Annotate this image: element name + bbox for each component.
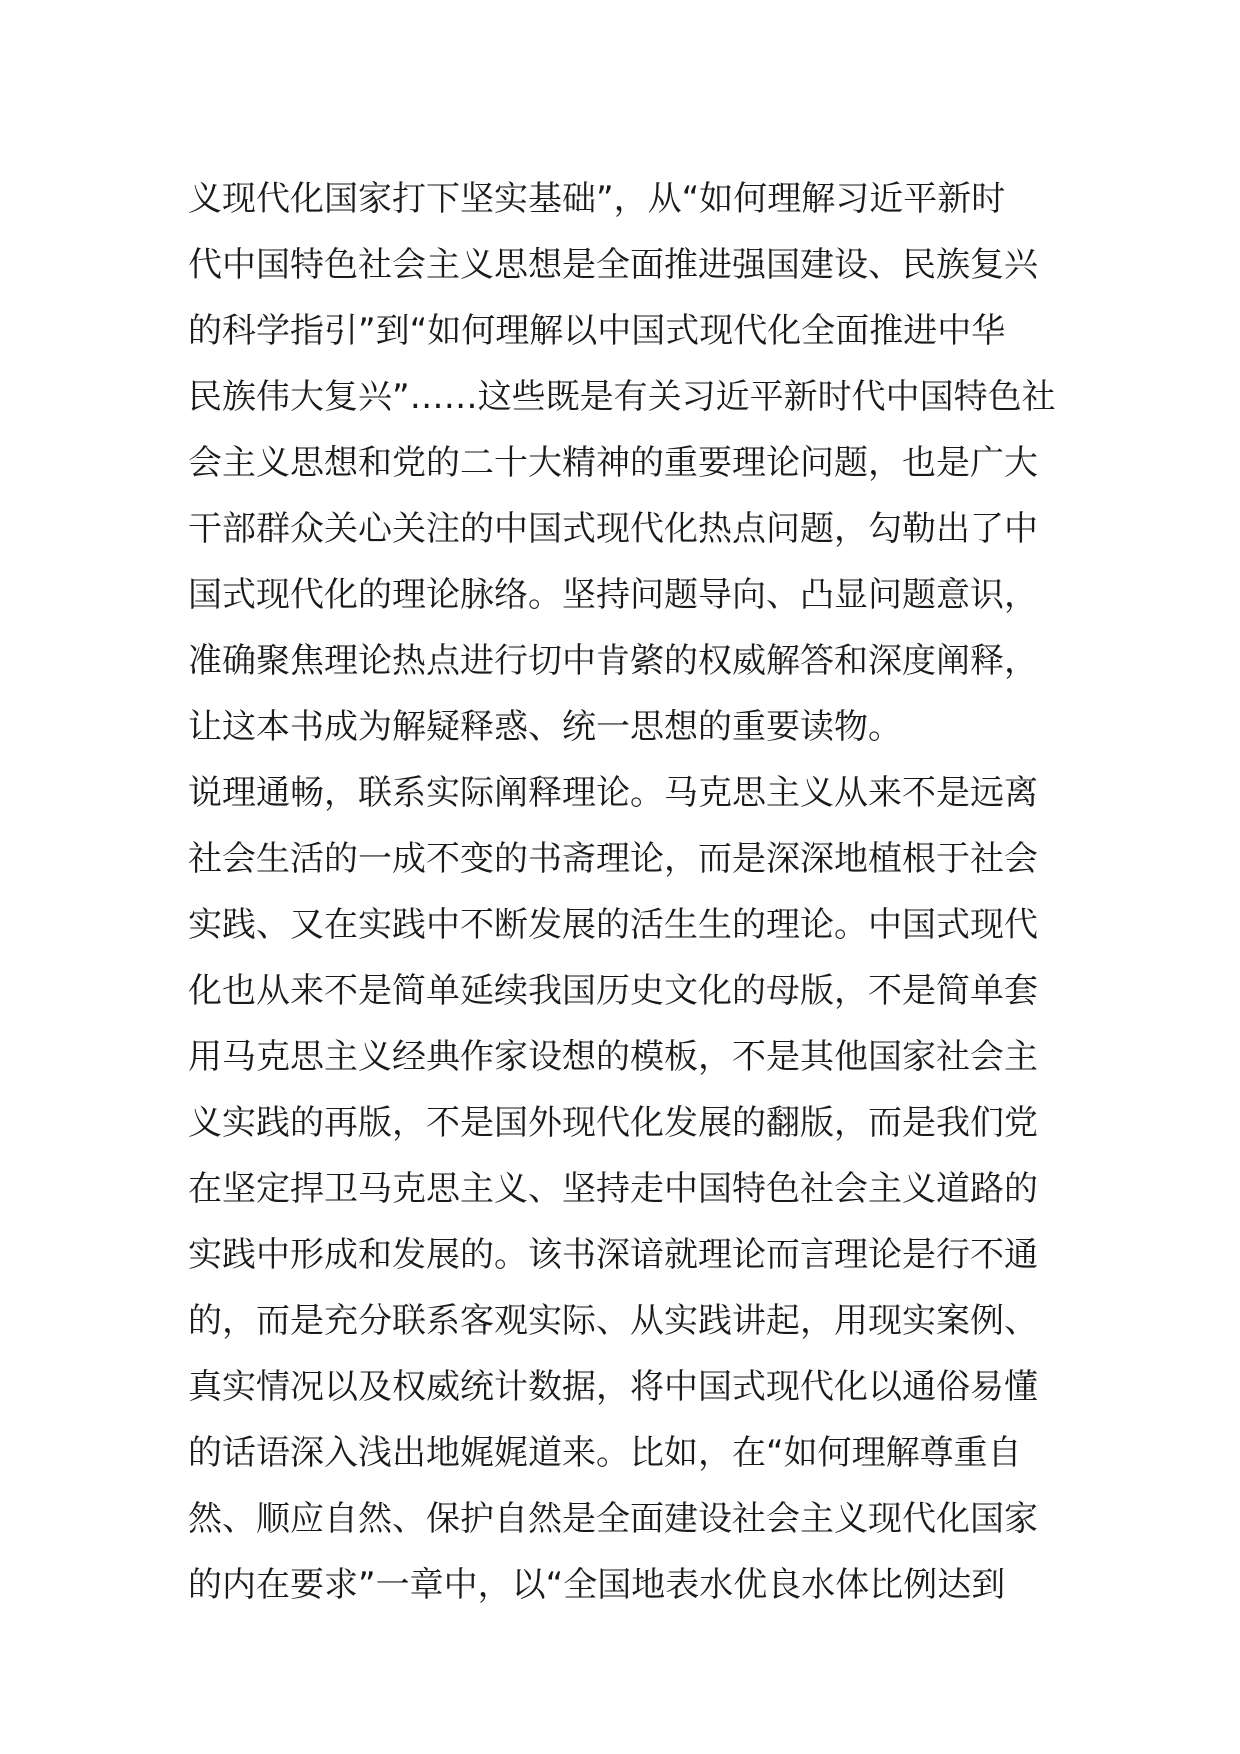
text-line: 实践、又在实践中不断发展的活生生的理论。中国式现代 [188,905,1038,945]
text-line: 然、顺应自然、保护自然是全面建设社会主义现代化国家 [188,1499,1038,1539]
text-line: 化也从来不是简单延续我国历史文化的母版，不是简单套 [188,971,1038,1011]
text-line: 在坚定捍卫马克思主义、坚持走中国特色社会主义道路的 [188,1169,1038,1209]
text-line: 用马克思主义经典作家设想的模板，不是其他国家社会主 [188,1037,1038,1077]
text-line: 的科学指引”到“如何理解以中国式现代化全面推进中华 [188,311,1006,351]
text-line: 社会生活的一成不变的书斋理论，而是深深地植根于社会 [188,839,1038,879]
text-line: 准确聚焦理论热点进行切中肯綮的权威解答和深度阐释， [188,641,1038,681]
text-line: 民族伟大复兴”……这些既是有关习近平新时代中国特色社 [188,377,1056,417]
text-line: 的话语深入浅出地娓娓道来。比如，在“如何理解尊重自 [188,1433,1022,1473]
text-line: 真实情况以及权威统计数据，将中国式现代化以通俗易懂 [188,1367,1038,1407]
body-text [188,166,1068,1618]
text-line: 代中国特色社会主义思想是全面推进强国建设、民族复兴 [188,245,1038,285]
text-line: 实践中形成和发展的。该书深谙就理论而言理论是行不通 [188,1235,1038,1275]
text-line: 让这本书成为解疑释惑、统一思想的重要读物。 [188,707,902,747]
text-line: 会主义思想和党的二十大精神的重要理论问题，也是广大 [188,443,1038,483]
text-line: 干部群众关心关注的中国式现代化热点问题，勾勒出了中 [188,509,1038,549]
text-line: 的内在要求”一章中，以“全国地表水优良水体比例达到 [188,1565,1006,1605]
text-line: 说理通畅，联系实际阐释理论。马克思主义从来不是远离 [188,773,1038,813]
text-line: 义实践的再版，不是国外现代化发展的翻版，而是我们党 [188,1103,1038,1143]
text-line: 国式现代化的理论脉络。坚持问题导向、凸显问题意识， [188,575,1038,615]
text-line: 的，而是充分联系客观实际、从实践讲起，用现实案例、 [188,1301,1038,1341]
text-line: 义现代化国家打下坚实基础”，从“如何理解习近平新时 [188,179,1006,219]
